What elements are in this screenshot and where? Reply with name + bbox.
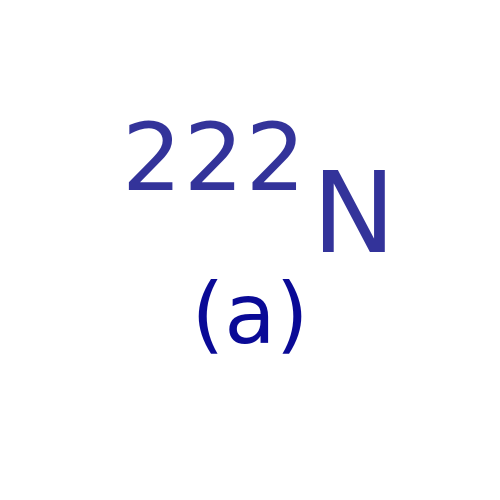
isotope-notation (118, 104, 418, 279)
panel-label: (a) (191, 265, 309, 363)
mass-number: 222 (122, 104, 308, 213)
element-symbol: N (312, 149, 396, 279)
